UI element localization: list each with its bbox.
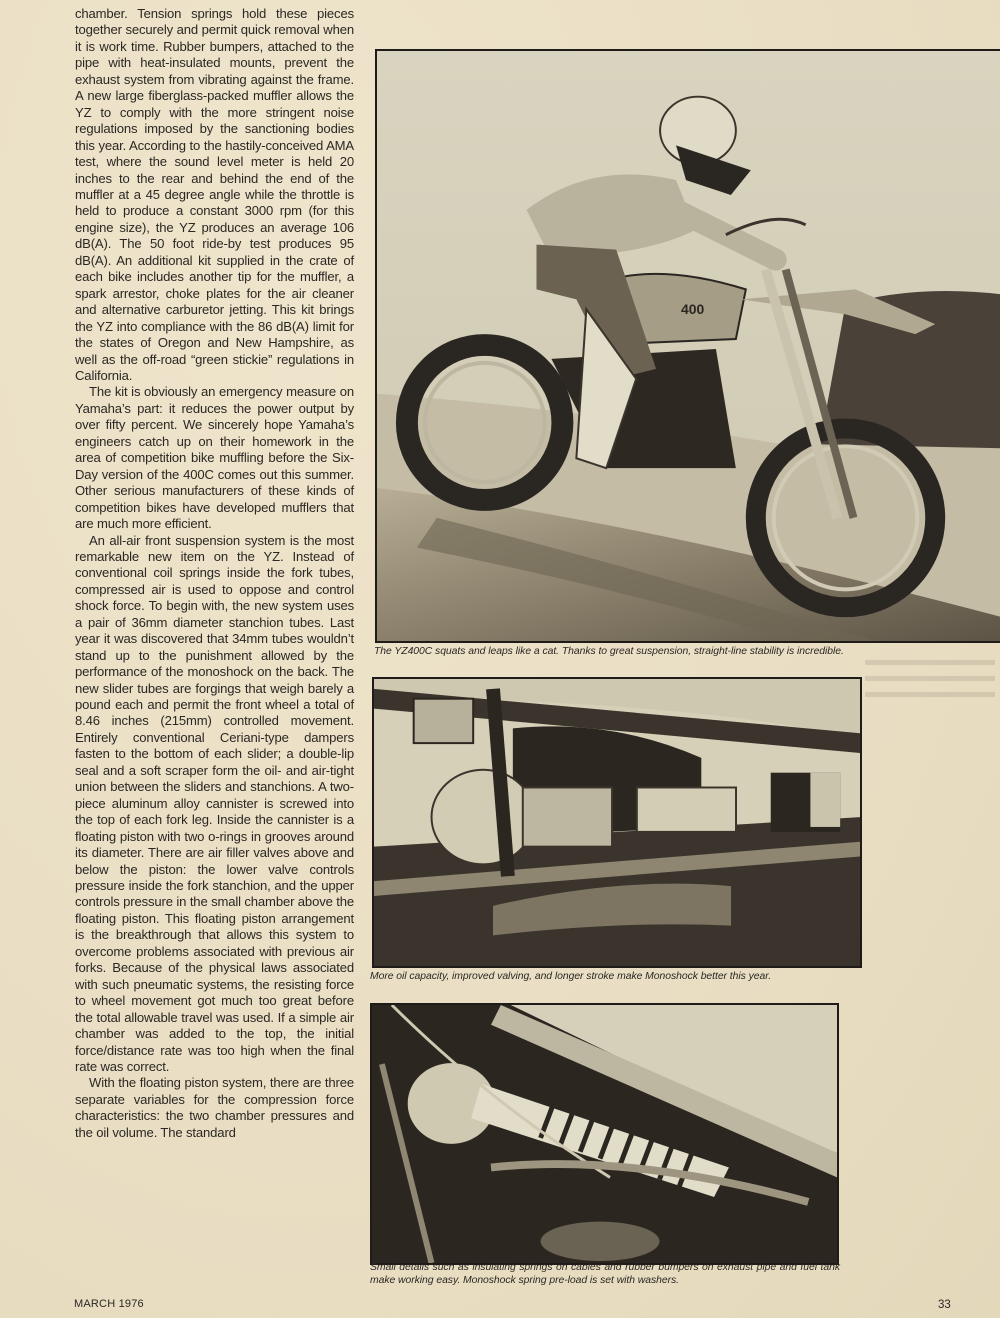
tank-label: 400 bbox=[681, 301, 705, 318]
article-paragraph: The kit is obviously an emergency measure on Yamaha’s part: it reduces the power output by over fifty percent. We sincerely hope Yamaha’s engineers catch up on their homework in the area of competition bike muffling before the Six-Day version of the 400C comes out this summer. Other serious manufacturers of these kinds of competition bikes have developed mufflers that are much more efficient. bbox=[75, 384, 354, 532]
issue-date: MARCH 1976 bbox=[74, 1298, 144, 1310]
photo-spring-details bbox=[370, 1003, 839, 1265]
article-paragraph: With the floating piston system, there are three separate variables for the compression force characteristics: the two chamber pressures and the oil volume. The standard bbox=[75, 1075, 354, 1140]
monoshock-photo-illustration bbox=[374, 679, 860, 966]
photo-caption: Small details such as insulating springs on cables and rubber bumpers on exhaust pipe and fuel tank make working easy. Monoshock spring pre-load is set with washers. bbox=[370, 1262, 840, 1286]
photo-monoshock bbox=[372, 677, 862, 968]
photo-rider-jump bbox=[375, 49, 1000, 643]
page-number: 33 bbox=[938, 1299, 951, 1311]
article-column bbox=[75, 6, 354, 1141]
spring-detail-photo-illustration bbox=[372, 1005, 837, 1263]
photo-caption: More oil capacity, improved valving, and longer stroke make Monoshock better this year. bbox=[370, 971, 772, 982]
photo-caption: The YZ400C squats and leaps like a cat. Thanks to great suspension, straight-line stability is incredible. bbox=[374, 646, 844, 657]
rider-photo-illustration bbox=[377, 51, 1000, 641]
article-paragraph: An all-air front suspension system is the most remarkable new item on the YZ. Instead of conventional coil springs inside the fork tubes, compressed air is used to oppose and control shock force. To begin with, the new system uses a pair of 36mm diameter stanchion tubes. Last year it was discovered that 34mm tubes wouldn’t stand up to the punishment allowed by the performance of the monoshock on the back. The new slider tubes are forgings that weigh barely a pound each and permit the front wheel a total of 8.46 inches (215mm) controlled movement. Entirely conventional Ceriani-type dampers fasten to the bottom of each slider; a double-lip seal and a soft scraper form the oil- and air-tight union between the sliders and stanchions. A two-piece aluminum alloy cannister is screwed into the top of each fork leg. Inside the cannister is a floating piston with two o-rings in grooves around its diameter. There are air filler valves above and below the piston: the lower valve controls pressure inside the fork stanchion, and the upper controls pressure in the small chamber above the floating piston. This floating piston arrangement is the breakthrough that allows this system to overcome problems associated with previous air forks. Because of the physical laws associated with such pneumatic systems, the resisting force to wheel movement got much too great before the total allowable travel was used. If a simple air chamber was added to the top, the initial force/distance rate was too high when the final rate was correct. bbox=[75, 532, 354, 1074]
article-paragraph: chamber. Tension springs hold these pieces together securely and permit quick removal when it is work time. Rubber bumpers, attached to the pipe with heat-insulated mounts, prevent the exhaust system from vibrating against the frame. A new large fiberglass-packed muffler allows the YZ to comply with the more stringent noise regulations imposed by the sanctioning bodies this year. According to the hastily-conceived AMA test, where the sound level meter is held 20 inches to the rear and behind the end of the muffler at a 45 degree angle while the throttle is held to produce a constant 3000 rpm (for this engine size), the YZ produces an average 106 dB(A). The 50 foot ride-by test produces 95 dB(A). An additional kit supplied in the crate of each bike includes another tip for the muffler, a spark arrestor, choke plates for the air cleaner and alternative carburetor jetting. This kit brings the YZ into compliance with the 86 dB(A) limit for the states of Oregon and New Hampshire, as well as the off-road “green stickie” regulations in California. bbox=[75, 6, 354, 383]
show-through-text bbox=[865, 660, 995, 700]
